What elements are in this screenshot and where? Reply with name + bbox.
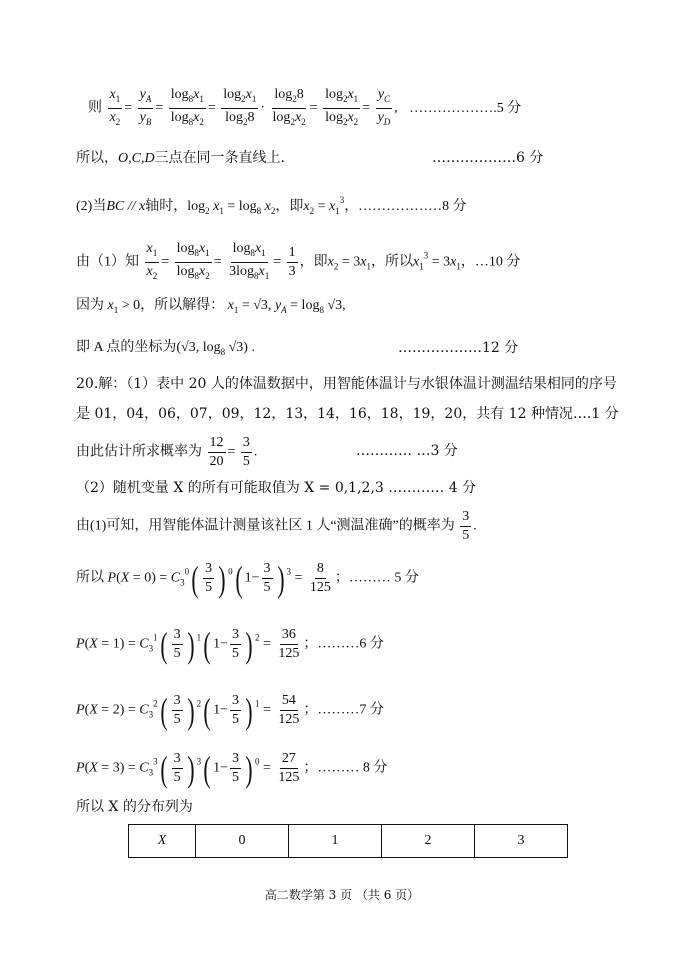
frac-3-5: $\frac{3}{5}$ <box>242 435 250 469</box>
px3-score: ；……… 8 分 <box>303 760 388 776</box>
frac-l4-c: $\frac{\log_8x_1}{3\log_8x_1}$ <box>229 241 270 281</box>
line-2 <box>76 148 285 169</box>
q20-p3-score: ………… …3 分 <box>356 443 458 459</box>
table-row <box>129 825 568 858</box>
px1-score: ；………6 分 <box>303 636 384 652</box>
line6-text: 即 A 点的坐标为 <box>76 340 177 355</box>
table-cell-x: X <box>129 825 196 858</box>
line-1: 则 $\frac{x_1}{x_2}$ = $\frac{y_A}{y_B}$ = $\frac{\log_8x_1}{\log_8x_2}$ = $\frac{\log_2x_1}{\log_28}$ · $\frac{\log_28}{\log_2x_2}$ = $\frac{\log_2x_1}{\log_2x_2}$ = $\frac{y_C}{y_D}$ , ……………….5 分 <box>88 86 521 131</box>
table-cell-1: 1 <box>289 825 382 858</box>
line-3: (2)当BC // x轴时，$\log_2 x_1 = \log_8 x_2$，即$x_2 = x_1^3$，………………8 分 <box>76 195 467 216</box>
table-cell-3: 3 <box>475 825 568 858</box>
distribution-table <box>128 824 568 858</box>
frac-yc-yd: $\frac{y_C}{y_D}$ <box>377 87 391 127</box>
frac-log2-b: $\frac{\log_28}{\log_2x_2}$ <box>272 87 306 127</box>
line4-mid: ，即 <box>299 254 328 270</box>
line-4: 由（1）知 $\frac{x_1}{x_2}$ = $\frac{\log_8x_1}{\log_8x_2}$ = $\frac{\log_8x_1}{3\log_8x_1}$ = $\frac{1}{3}$ ，即$x_2 = 3x_1$，所以$x_1^3 = 3x_1$，…10 分 <box>76 240 520 285</box>
table-cell-2: 2 <box>382 825 475 858</box>
table-cell-0: 0 <box>196 825 289 858</box>
frac-x1-x2: $\frac{x_1}{x_2}$ <box>109 87 121 127</box>
line5-text: 因为 <box>76 298 104 313</box>
line3-score: ，………………8 分 <box>344 199 467 214</box>
frac-l4-d: $\frac{1}{3}$ <box>288 245 296 279</box>
line6-score: ………………12 分 <box>398 340 519 356</box>
frac-prob: $\frac{3}{5}$ <box>462 509 470 543</box>
q20-p3: 由此估计所求概率为 $\frac{12}{20}$ = $\frac{3}{5}$ . <box>76 435 258 469</box>
px2: $P(X = 2) = C_3^2$( $\frac{3}{5}$ ) $^2$( 1− $\frac{3}{5}$ ) $^1$ = $\frac{54}{125}$ ；………7 分 <box>76 690 384 731</box>
q20-p4: （2）随机变量 X 的所有可能取值为 X = 0,1,2,3 ………… 4 分 <box>76 480 477 496</box>
line4-score: ，…10 分 <box>460 254 521 270</box>
line3-mid: 轴时， <box>145 199 188 214</box>
line3-cond: BC // x <box>106 199 146 214</box>
q20-p1: 20.解：（1）表中 20 人的体温数据中，用智能体温计与水银体温计测温结果相同的序号 <box>76 376 617 392</box>
frac-12-20: $\frac{12}{20}$ <box>209 435 224 469</box>
px0-prefix: 所以 <box>76 570 104 586</box>
line2-points: O,C,D <box>118 151 155 166</box>
px0: 所以 $P(X = 0) = C_3^0$( $\frac{3}{5}$ ) $^0$( 1− $\frac{3}{5}$ ) $^3$ = $\frac{8}{125}$ ；……… 5 分 <box>76 558 419 599</box>
frac-log8: $\frac{\log_8x_1}{\log_8x_2}$ <box>170 87 204 127</box>
line3-text: (2)当 <box>76 199 107 214</box>
q20-p3-prefix: 由此估计所求概率为 <box>76 444 202 460</box>
frac-ya-yb: $\frac{y_A}{y_B}$ <box>139 87 152 127</box>
px2-score: ；………7 分 <box>303 702 384 718</box>
q20-p5: 由(1)可知，用智能体温计测量该社区 1 人“测温准确”的概率为 $\frac{3}{5}$ . <box>76 509 477 543</box>
line1-score: ……………….5 分 <box>409 100 522 116</box>
line3-mid2: ，即 <box>275 199 304 214</box>
line-5: 因为 $x_1 > 0$，所以解得： $x_1 = √3$, $y_A = \log_8 √3$, <box>76 298 346 315</box>
line-6: 即 A 点的坐标为(√3, $\log_8 √3$) . <box>76 340 255 357</box>
px1: $P(X = 1) = C_3^1$( $\frac{3}{5}$ ) $^1$( 1− $\frac{3}{5}$ ) $^2$ = $\frac{36}{125}$ ；………6 分 <box>76 624 384 665</box>
frac-l4-a: $\frac{x_1}{x_2}$ <box>146 241 158 281</box>
line2-score: ………………6 分 <box>432 150 544 166</box>
dist-label: 所以 X 的分布列为 <box>76 799 193 815</box>
q20-p2: 是 01，04，06，07，09，12，13，14，16，18，19，20，共有 12 种情况….1 分 <box>76 406 619 422</box>
frac-l4-b: $\frac{\log_8x_1}{\log_8x_2}$ <box>176 241 210 281</box>
line4-mid2: ，所以 <box>371 254 413 270</box>
q20-p5-text: 由(1)可知，用智能体温计测量该社区 1 人“测温准确”的概率为 <box>76 518 455 534</box>
px0-score: ；……… 5 分 <box>334 570 419 586</box>
page-footer: 高二数学第 3 页 （共 6 页） <box>264 888 420 902</box>
frac-log2-a: $\frac{\log_2x_1}{\log_28}$ <box>223 87 257 127</box>
line5-mid: ，所以解得： <box>140 298 225 313</box>
frac-log2-c: $\frac{\log_2x_1}{\log_2x_2}$ <box>325 87 359 127</box>
line2-rest: 三点在同一条直线上. <box>154 150 286 166</box>
line2-text: 所以， <box>76 150 118 166</box>
line4-text: 由（1）知 <box>76 254 139 270</box>
line1-prefix: 则 <box>88 100 102 116</box>
px3: $P(X = 3) = C_3^3$( $\frac{3}{5}$ ) $^3$( 1− $\frac{3}{5}$ ) $^0$ = $\frac{27}{125}$ ；……… 8 分 <box>76 748 388 789</box>
